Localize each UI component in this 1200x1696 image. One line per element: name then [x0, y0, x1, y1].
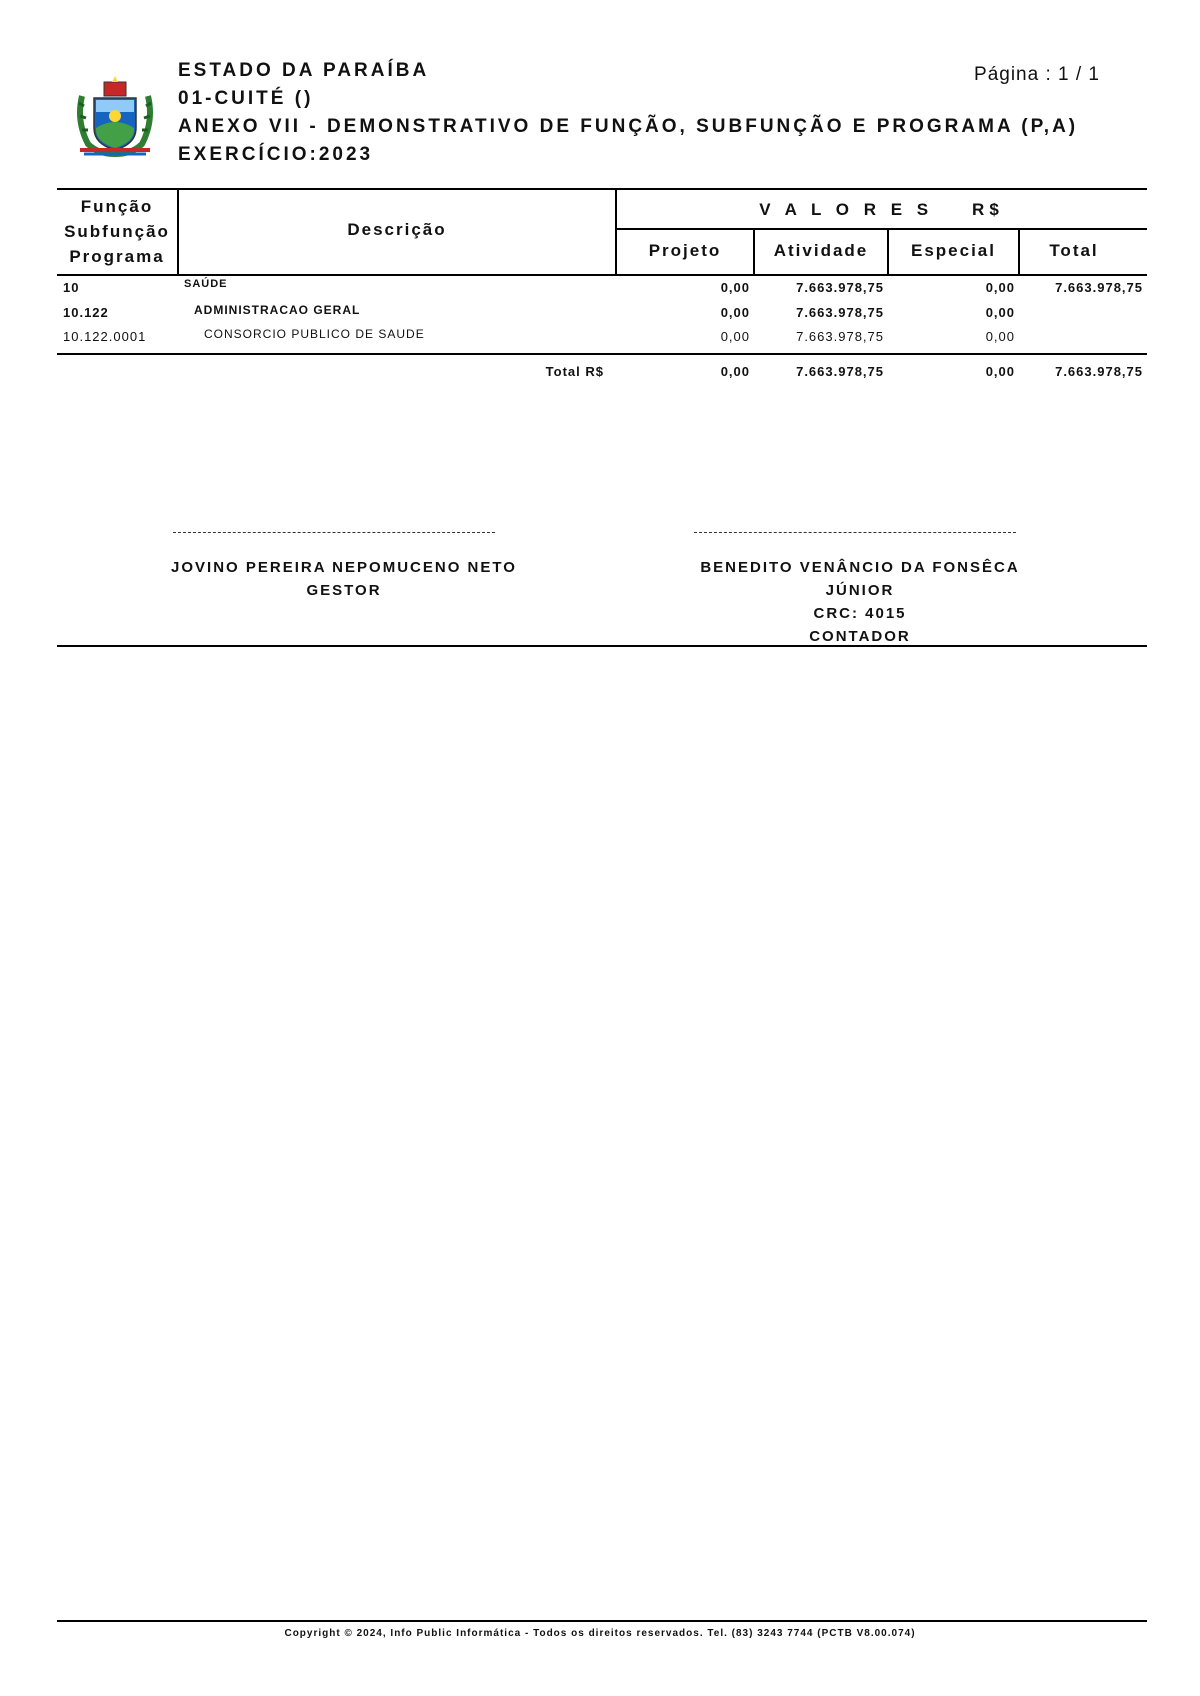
signer-role: GESTOR [306, 582, 382, 599]
row-projeto: 0,00 [720, 305, 750, 320]
row-projeto: 0,00 [720, 329, 750, 344]
column-header-code: Função Subfunção Programa [64, 197, 170, 266]
total-projeto: 0,00 [720, 364, 750, 379]
signature-line-right [694, 532, 1016, 533]
total-total: 7.663.978,75 [1055, 364, 1143, 379]
column-header-atividade: Atividade [773, 241, 869, 260]
total-label: Total R$ [545, 364, 604, 379]
row-code: 10.122 [63, 305, 109, 320]
column-header-total: Total [1049, 241, 1099, 260]
row-description: SAÚDE [184, 278, 228, 290]
signer-name: BENEDITO VENÂNCIO DA FONSÊCA JÚNIOR [700, 559, 1020, 599]
values-header: V A L O R E S R$ [759, 200, 1004, 219]
signer-name: JOVINO PEREIRA NEPOMUCENO NETO [171, 559, 517, 576]
total-atividade: 7.663.978,75 [796, 364, 884, 379]
row-description: ADMINISTRACAO GERAL [194, 303, 361, 317]
signer-role: CONTADOR [809, 628, 911, 645]
header-report-title: ANEXO VII - DEMONSTRATIVO DE FUNÇÃO, SUBFUNÇÃO E PROGRAMA (P,A) [178, 116, 1079, 137]
row-description: CONSORCIO PUBLICO DE SAUDE [204, 327, 425, 341]
row-especial: 0,00 [985, 280, 1015, 295]
signature-left [154, 556, 534, 602]
signer-crc: CRC: 4015 [813, 605, 907, 622]
row-code: 10.122.0001 [63, 329, 147, 344]
row-atividade: 7.663.978,75 [796, 305, 884, 320]
total-especial: 0,00 [985, 364, 1015, 379]
footer-copyright: Copyright © 2024, Info Public Informática - Todos os direitos reservados. Tel. (83) 3243 7744 (PCTB V8.00.074) [284, 1628, 916, 1639]
row-atividade: 7.663.978,75 [796, 329, 884, 344]
coat-of-arms-icon [74, 76, 156, 158]
row-projeto: 0,00 [720, 280, 750, 295]
row-total: 7.663.978,75 [1055, 280, 1143, 295]
column-header-projeto: Projeto [648, 241, 722, 260]
column-header-description: Descrição [347, 220, 447, 239]
signature-right [670, 556, 1050, 648]
header-year: EXERCÍCIO:2023 [178, 144, 374, 165]
row-code: 10 [63, 280, 80, 295]
column-header-especial: Especial [911, 241, 996, 260]
header-entity: 01-CUITÉ () [178, 88, 314, 109]
row-atividade: 7.663.978,75 [796, 280, 884, 295]
row-especial: 0,00 [985, 329, 1015, 344]
row-especial: 0,00 [985, 305, 1015, 320]
page-number: Página : 1 / 1 [974, 64, 1100, 85]
header-state: ESTADO DA PARAÍBA [178, 60, 430, 81]
signature-line-left [173, 532, 495, 533]
